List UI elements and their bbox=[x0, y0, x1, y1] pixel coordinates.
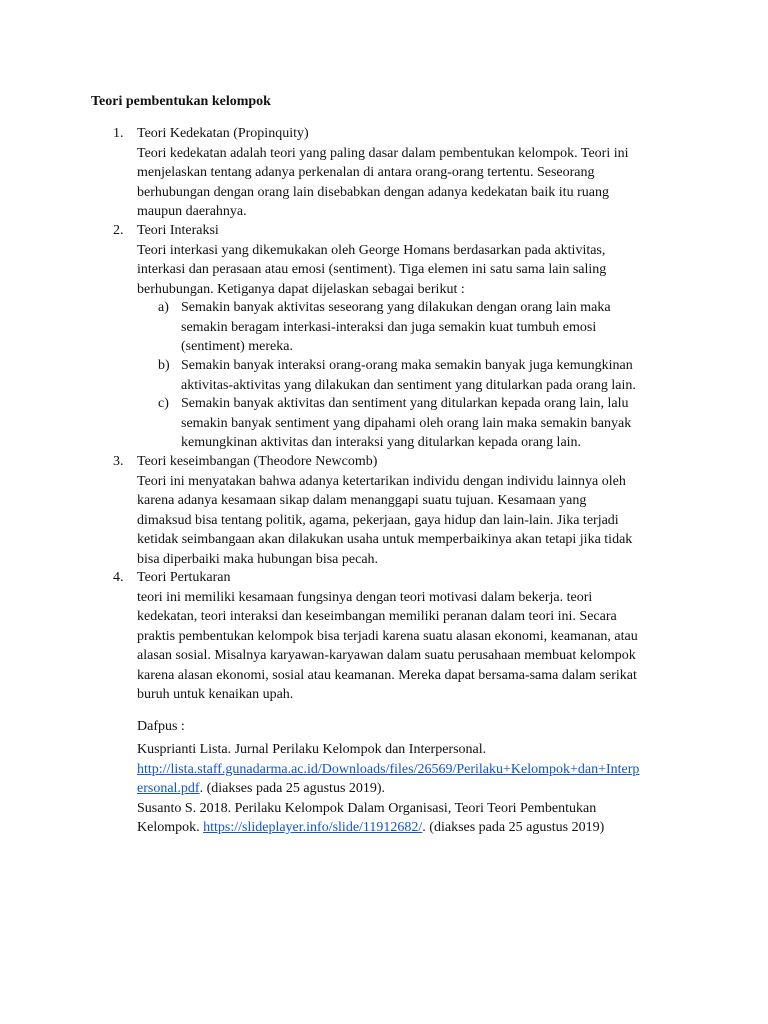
section-4-line: teori ini memiliki kesamaan fungsinya dengan teori motivasi dalam bekerja. teori bbox=[137, 589, 593, 605]
subitem-c-line: semakin banyak sentiment yang dipahami oleh orang lain maka semakin banyak bbox=[181, 415, 632, 431]
section-3-line: karena adanya kesamaan sikap dalam menanggapi suatu tujuan. Kesamaan yang bbox=[137, 493, 587, 508]
section-4-number: 4. bbox=[113, 570, 124, 585]
section-4-line: kedekatan, teori interaksi dan keseimbangan memiliki peranan dalam teori ini. Secara bbox=[137, 609, 617, 624]
subitem-b-line: Semakin banyak interaksi orang-orang maka semakin banyak juga kemungkinan bbox=[181, 358, 633, 373]
subitem-b-marker: b) bbox=[158, 358, 170, 373]
section-3-line: ketidak seimbangaan akan dilakukan usaha untuk memperbaikinya akan tetapi jika tidak bbox=[137, 532, 633, 547]
reference-2-link[interactable]: https://slideplayer.info/slide/11912682/ bbox=[203, 820, 423, 835]
section-3-heading: Teori keseimbangan (Theodore Newcomb) bbox=[137, 454, 378, 469]
section-2-number: 2. bbox=[113, 223, 124, 238]
reference-2-suffix: . (diakses pada 25 agustus 2019) bbox=[422, 820, 605, 835]
reference-1-suffix: . (diakses pada 25 agustus 2019). bbox=[199, 781, 386, 796]
subitem-b-line: aktivitas-aktivitas yang dilakukan dan sentiment yang ditularkan pada orang lain. bbox=[181, 377, 636, 393]
subitem-a-line: semakin beragam interkasi-interaksi dan juga semakin kuat tumbuh emosi bbox=[181, 319, 597, 335]
section-2-heading: Teori Interaksi bbox=[137, 223, 219, 238]
section-2-line: berhubungan. Ketiganya dapat dijelaskan sebagai berikut : bbox=[137, 281, 465, 297]
section-1-line: berhubungan dengan orang lain disebabkan dengan adanya kedekatan baik itu ruang bbox=[137, 184, 609, 200]
references-label: Dafpus : bbox=[137, 719, 185, 734]
section-1-number: 1. bbox=[113, 126, 124, 141]
section-3-line: dimaksud bisa tentang politik, agama, pekerjaan, gaya hidup dan lain-lain. Jika terjadi bbox=[137, 512, 619, 528]
section-2-line: Teori interkasi yang dikemukakan oleh George Homans berdasarkan pada aktivitas, bbox=[137, 242, 606, 258]
reference-1-link-line-2 bbox=[137, 779, 385, 799]
subitem-a-line: (sentiment) mereka. bbox=[181, 339, 293, 354]
section-1-line: menjelaskan tentang adanya perkenalan di antara orang-orang tertentu. Seseorang bbox=[137, 165, 595, 180]
reference-1-link[interactable]: http://lista.staff.gunadarma.ac.id/Downloads/files/26569/Perilaku+Kelompok+dan+Interp bbox=[137, 761, 640, 777]
subitem-a-marker: a) bbox=[158, 300, 169, 315]
section-1-heading: Teori Kedekatan (Propinquity) bbox=[137, 126, 309, 141]
section-1-line: maupun daerahnya. bbox=[137, 204, 247, 219]
section-1-line: Teori kedekatan adalah teori yang paling dasar dalam pembentukan kelompok. Teori ini bbox=[137, 145, 629, 161]
reference-1-link-continued[interactable]: ersonal.pdf bbox=[137, 781, 200, 796]
section-3-number: 3. bbox=[113, 454, 124, 469]
section-3-line: bisa diperbaiki maka hubungan bisa pecah. bbox=[137, 551, 379, 567]
reference-2-line bbox=[137, 818, 604, 838]
section-2-line: interkasi dan perasaan atau emosi (sentiment). Tiga elemen ini satu sama lain saling bbox=[137, 262, 607, 277]
section-4-line: praktis pembentukan kelompok bisa terjadi karena suatu alasan ekonomi, keamanan, atau bbox=[137, 628, 638, 644]
subitem-c-line: Semakin banyak aktivitas dan sentiment yang ditularkan kepada orang lain, lalu bbox=[181, 396, 629, 411]
subitem-c-line: kemungkinan aktivitas dan interaksi yang ditularkan kepada orang lain. bbox=[181, 435, 582, 450]
section-4-line: alasan sosial. Misalnya karyawan-karyawan dalam suatu perusahaan membuat kelompok bbox=[137, 648, 636, 663]
section-4-heading: Teori Pertukaran bbox=[137, 570, 231, 585]
reference-2-text: Susanto S. 2018. Perilaku Kelompok Dalam Organisasi, Teori Teori Pembentukan bbox=[137, 800, 597, 816]
reference-2-prefix: Kelompok. bbox=[137, 820, 204, 835]
section-4-line: buruh untuk kenaikan upah. bbox=[137, 687, 294, 702]
section-4-line: karena alasan ekonomi, sosial atau keamanan. Mereka dapat bersama-sama dalam serikat bbox=[137, 667, 637, 683]
section-3-line: Teori ini menyatakan bahwa adanya ketertarikan individu dengan individu lainnya oleh bbox=[137, 473, 626, 489]
subitem-a-line: Semakin banyak aktivitas seseorang yang dilakukan dengan orang lain maka bbox=[181, 300, 611, 315]
document-title: Teori pembentukan kelompok bbox=[91, 94, 271, 109]
reference-1-text: Kusprianti Lista. Jurnal Perilaku Kelompok dan Interpersonal. bbox=[137, 742, 487, 757]
subitem-c-marker: c) bbox=[158, 396, 169, 411]
reference-1-link-line bbox=[137, 760, 639, 780]
